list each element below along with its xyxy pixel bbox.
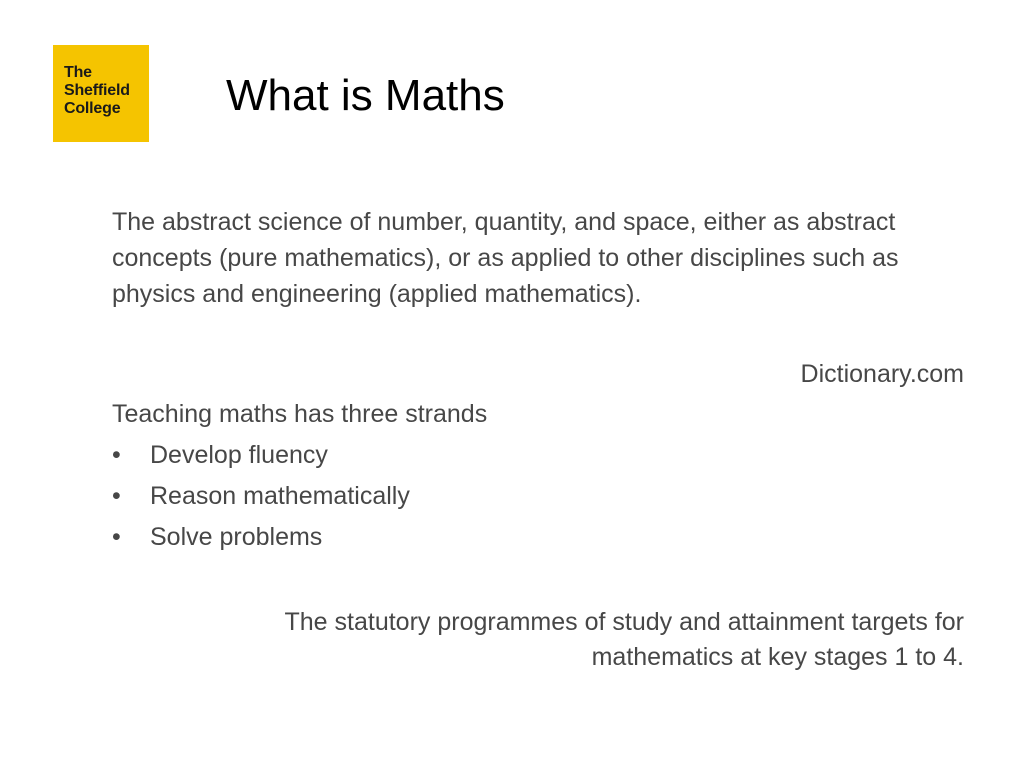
- strands-list: [112, 437, 964, 555]
- strands-intro: Teaching maths has three strands: [112, 400, 488, 428]
- statutory-reference: [112, 605, 964, 675]
- list-item: [112, 437, 964, 473]
- strand-label: Reason mathematically: [150, 482, 410, 510]
- spacer: [112, 312, 964, 356]
- statutory-reference-line: mathematics at key stages 1 to 4.: [591, 643, 964, 671]
- slide-title: What is Maths: [226, 71, 505, 120]
- strand-label: Solve problems: [150, 523, 323, 551]
- logo-text-line: The: [64, 64, 92, 81]
- bullet-icon: •: [112, 482, 121, 510]
- college-logo: [53, 45, 149, 142]
- strand-label: Develop fluency: [150, 441, 328, 469]
- statutory-reference-line: The statutory programmes of study and attainment targets for: [284, 608, 964, 636]
- list-item: [112, 478, 964, 514]
- bullet-icon: •: [112, 441, 121, 469]
- definition-paragraph: The abstract science of number, quantity, and space, either as abstract concepts (pure mathematics), or as applied to other disciplines such as physics and engineering (applied mathematics).: [112, 208, 899, 308]
- citation-source: Dictionary.com: [800, 360, 964, 388]
- slide-body: [112, 204, 964, 675]
- logo-text-line: College: [64, 100, 121, 117]
- logo-text-line: Sheffield: [64, 82, 130, 99]
- spacer: [112, 560, 964, 605]
- list-item: [112, 519, 964, 555]
- bullet-icon: •: [112, 523, 121, 551]
